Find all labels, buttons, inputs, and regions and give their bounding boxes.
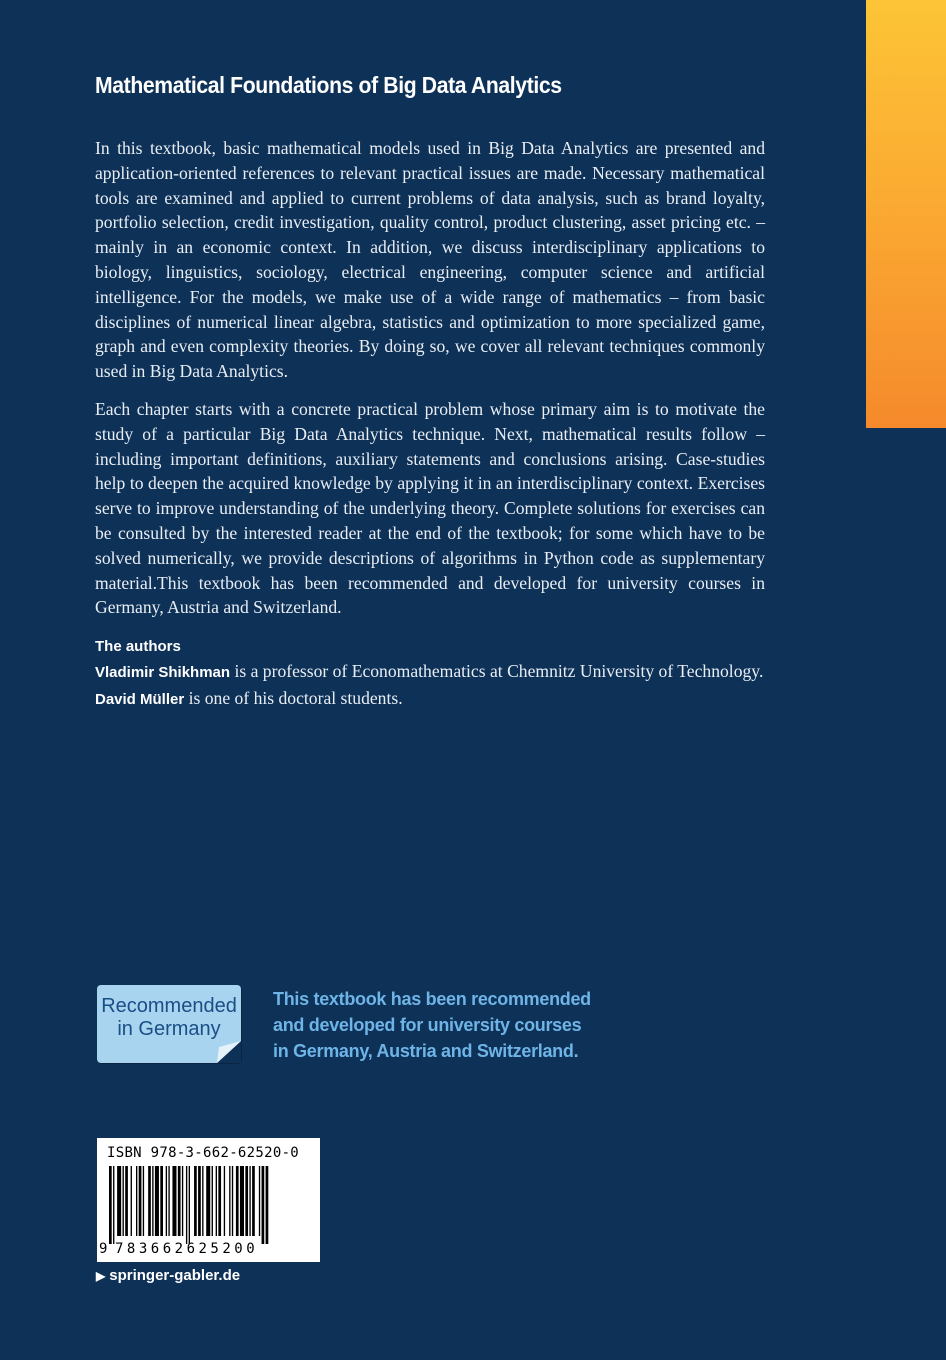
website-label: springer-gabler.de xyxy=(109,1267,241,1284)
barcode-bar xyxy=(109,1166,112,1244)
description-paragraph-1: In this textbook, basic mathematical models used in Big Data Analytics are presented and application-oriented references to relevant practical issues are made. Necessary mathematical tools are examined and applied to current problems of data analysis, such as brand loyalty, portfolio selection, credit investigation, quality control, product clustering, asset pricing etc. – mainly in an economic context. In addition, we discuss interdisciplinary applications to biology, linguistics, sociology, electrical engineering, computer science and artificial intelligence. For the models, we make use of a wide range of mathematics – from basic disciplines of numerical linear algebra, statistics and optimization to more specialized game, graph and even complexity theories. By doing so, we cover all relevant techniques commonly used in Big Data Analytics. xyxy=(95,138,765,382)
barcode-bar xyxy=(266,1166,269,1244)
barcode-bar xyxy=(245,1166,248,1236)
barcode-bar xyxy=(259,1166,260,1236)
recommendation-line-1: This textbook has been recommended xyxy=(273,989,591,1009)
barcode-bar xyxy=(166,1166,167,1236)
barcode-bar xyxy=(249,1166,250,1236)
author-1-bio: is a professor of Economathematics at Chemnitz University of Technology. xyxy=(230,661,764,682)
barcode-bar xyxy=(252,1166,255,1236)
author-1 xyxy=(95,659,765,686)
barcode-bar xyxy=(123,1166,124,1236)
badge-line-2: in Germany xyxy=(117,1018,221,1040)
recommendation-line-2: and developed for university courses xyxy=(273,1015,582,1035)
recommended-badge xyxy=(97,985,241,1063)
barcode-bar xyxy=(262,1166,265,1244)
barcode-bar xyxy=(236,1166,239,1236)
barcode-bar xyxy=(189,1166,190,1244)
barcode-bar xyxy=(143,1166,144,1236)
barcode-bar xyxy=(182,1166,183,1236)
barcode-bar xyxy=(202,1166,203,1236)
barcode-bar xyxy=(152,1166,153,1236)
barcode-bar xyxy=(206,1166,210,1236)
barcode-bar xyxy=(194,1166,197,1236)
barcode-bar xyxy=(186,1166,187,1244)
barcode-bar xyxy=(224,1166,225,1236)
barcode-bars xyxy=(109,1166,309,1244)
back-cover-text xyxy=(95,70,765,713)
barcode-bar xyxy=(229,1166,230,1236)
barcode-bar xyxy=(160,1166,163,1236)
barcode-bar xyxy=(216,1166,217,1236)
badge-line-1: Recommended xyxy=(101,995,237,1017)
barcode-first-digit: 9 xyxy=(99,1241,108,1257)
author-2-bio: is one of his doctoral students. xyxy=(184,687,403,708)
barcode-digit-string: 783662625200 xyxy=(115,1241,259,1257)
author-2 xyxy=(95,686,765,713)
recommendation-text xyxy=(273,986,603,1064)
barcode-bar xyxy=(131,1166,132,1236)
isbn-label: ISBN 978-3-662-62520-0 xyxy=(107,1145,300,1161)
author-1-name: Vladimir Shikhman xyxy=(95,664,231,682)
page-curl-icon xyxy=(97,985,241,1063)
barcode-bar xyxy=(232,1166,233,1236)
barcode-bar xyxy=(168,1166,169,1236)
isbn-barcode xyxy=(97,1138,320,1262)
recommendation-line-3: in Germany, Austria and Switzerland. xyxy=(273,1041,579,1061)
orange-accent-strip xyxy=(866,0,946,428)
description-paragraph-2: Each chapter starts with a concrete practical problem whose primary aim is to motivate the study of a particular Big Data Analytics technique. Next, mathematical results follow – including important definitions, auxiliary statements and conclusions arising. Case-studies help to deepen the acquired knowledge by applying it in an interdisciplinary context. Exercises serve to improve understanding of the underlying theory. Complete solutions for exercises can be consulted by the interested reader at the end of the textbook; for some which have to be solved numerically, we provide descriptions of algorithms in Python code as supplementary material.This textbook has been recommended and developed for university courses in Germany, Austria and Switzerland. xyxy=(95,398,765,618)
barcode-bar xyxy=(218,1166,221,1236)
barcode-bar xyxy=(212,1166,213,1236)
book-title: Mathematical Foundations of Big Data Analytics xyxy=(95,72,562,98)
play-arrow-icon: ▶ xyxy=(96,1269,106,1283)
barcode-bar xyxy=(148,1166,151,1236)
barcode-bar xyxy=(117,1166,121,1236)
barcode-bar xyxy=(198,1166,201,1236)
barcode-bar xyxy=(172,1166,176,1236)
barcode-bar xyxy=(155,1166,159,1236)
barcode-bar xyxy=(125,1166,128,1236)
barcode-bar xyxy=(178,1166,181,1236)
authors-heading: The authors xyxy=(95,638,181,656)
barcode-bar xyxy=(240,1166,244,1236)
author-2-name: David Müller xyxy=(95,690,185,708)
publisher-website[interactable] xyxy=(96,1267,240,1284)
barcode-bar xyxy=(113,1166,114,1244)
barcode-bar xyxy=(136,1166,137,1236)
barcode-bar xyxy=(139,1166,142,1236)
